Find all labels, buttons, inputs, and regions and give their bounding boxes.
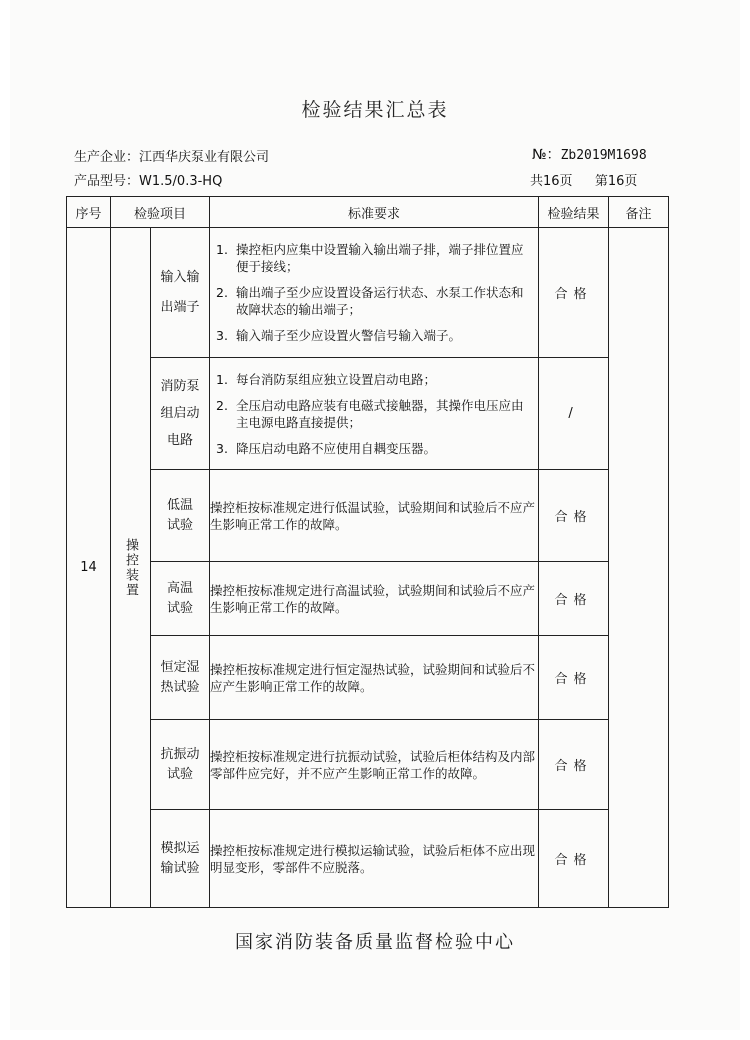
requirement-cell: 操控柜按标准规定进行模拟运输试验，试验后柜体不应出现明显变形，零部件不应脱落。 bbox=[210, 810, 539, 908]
requirement-line: 1. 每台消防泵组应独立设置启动电路； bbox=[216, 371, 437, 387]
seq-cell bbox=[67, 228, 111, 908]
table-header-row bbox=[67, 197, 669, 228]
requirement-line: 1. 操控柜内应集中设置输入输出端子排，端子排位置应便于接线； bbox=[216, 242, 524, 274]
table-row bbox=[67, 358, 669, 470]
category-cell bbox=[111, 228, 151, 908]
model-value: W1.5/0.3-HQ bbox=[139, 174, 223, 189]
requirement-cell: 操控柜按标准规定进行高温试验，试验期间和试验后不应产生影响正常工作的故障。 bbox=[210, 562, 539, 636]
table-row bbox=[67, 720, 669, 810]
total-pages: 共16页 bbox=[530, 174, 573, 189]
requirement-line: 3. 输入端子至少应设置火警信号输入端子。 bbox=[216, 328, 462, 343]
report-number-value: Zb2019M1698 bbox=[560, 148, 647, 163]
requirement-line: 2. 输出端子至少应设置设备运行状态、水泵工作状态和故障状态的输出端子； bbox=[216, 285, 524, 317]
requirement-line: 2. 全压启动电路应装有电磁式接触器，其操作电压应由主电源电路直接提供； bbox=[216, 397, 524, 430]
table-row bbox=[67, 562, 669, 636]
item-cell: 高温 试验 bbox=[151, 562, 210, 636]
result-cell: / bbox=[539, 358, 609, 470]
seq-number: 14 bbox=[80, 560, 97, 575]
model-label: 产品型号： bbox=[74, 174, 140, 189]
item-cell: 输入输 出端子 bbox=[151, 228, 210, 358]
item-cell: 抗振动 试验 bbox=[151, 720, 210, 810]
result-cell: 合格 bbox=[539, 636, 609, 720]
header-requirement: 标准要求 bbox=[210, 197, 539, 228]
header-remark: 备注 bbox=[609, 197, 669, 228]
remark-cell bbox=[609, 228, 669, 908]
result-cell: 合格 bbox=[539, 228, 609, 358]
item-cell: 低温 试验 bbox=[151, 470, 210, 562]
requirement-cell: 操控柜按标准规定进行低温试验，试验期间和试验后不应产生影响正常工作的故障。 bbox=[210, 470, 539, 562]
issuing-organization: 国家消防装备质量监督检验中心 bbox=[235, 932, 515, 953]
report-number-label: №： bbox=[532, 147, 561, 163]
item-cell: 模拟运 输试验 bbox=[151, 810, 210, 908]
page-count-line bbox=[530, 170, 637, 189]
table-row bbox=[67, 810, 669, 908]
manufacturer-line bbox=[74, 146, 269, 165]
current-page: 第16页 bbox=[594, 174, 638, 189]
requirement-line: 3. 降压启动电路不应使用自耦变压器。 bbox=[216, 440, 437, 456]
inspection-summary-table bbox=[66, 196, 669, 908]
requirement-cell: 操控柜按标准规定进行恒定湿热试验，试验期间和试验后不应产生影响正常工作的故障。 bbox=[210, 636, 539, 720]
requirement-cell: 操控柜按标准规定进行抗振动试验，试验后柜体结构及内部零部件应完好，并不应产生影响正常工作的故障。 bbox=[210, 720, 539, 810]
requirement-cell bbox=[210, 358, 539, 470]
header-item: 检验项目 bbox=[111, 197, 210, 228]
item-cell: 恒定湿 热试验 bbox=[151, 636, 210, 720]
report-number-line bbox=[532, 144, 647, 164]
document-title: 检验结果汇总表 bbox=[301, 99, 449, 121]
result-cell: 合格 bbox=[539, 810, 609, 908]
result-cell: 合格 bbox=[539, 720, 609, 810]
result-cell: 合格 bbox=[539, 562, 609, 636]
header-result: 检验结果 bbox=[539, 197, 609, 228]
table-row bbox=[67, 636, 669, 720]
result-cell: 合格 bbox=[539, 470, 609, 562]
table-row bbox=[67, 228, 669, 358]
table-row bbox=[67, 470, 669, 562]
manufacturer-label: 生产企业： bbox=[74, 150, 140, 165]
header-seq: 序号 bbox=[67, 197, 111, 228]
category-label: 操控装置 bbox=[123, 537, 138, 598]
requirement-cell bbox=[210, 228, 539, 358]
model-line bbox=[74, 170, 222, 189]
item-cell: 消防泵 组启动 电路 bbox=[151, 358, 210, 470]
manufacturer-value: 江西华庆泵业有限公司 bbox=[139, 150, 270, 165]
